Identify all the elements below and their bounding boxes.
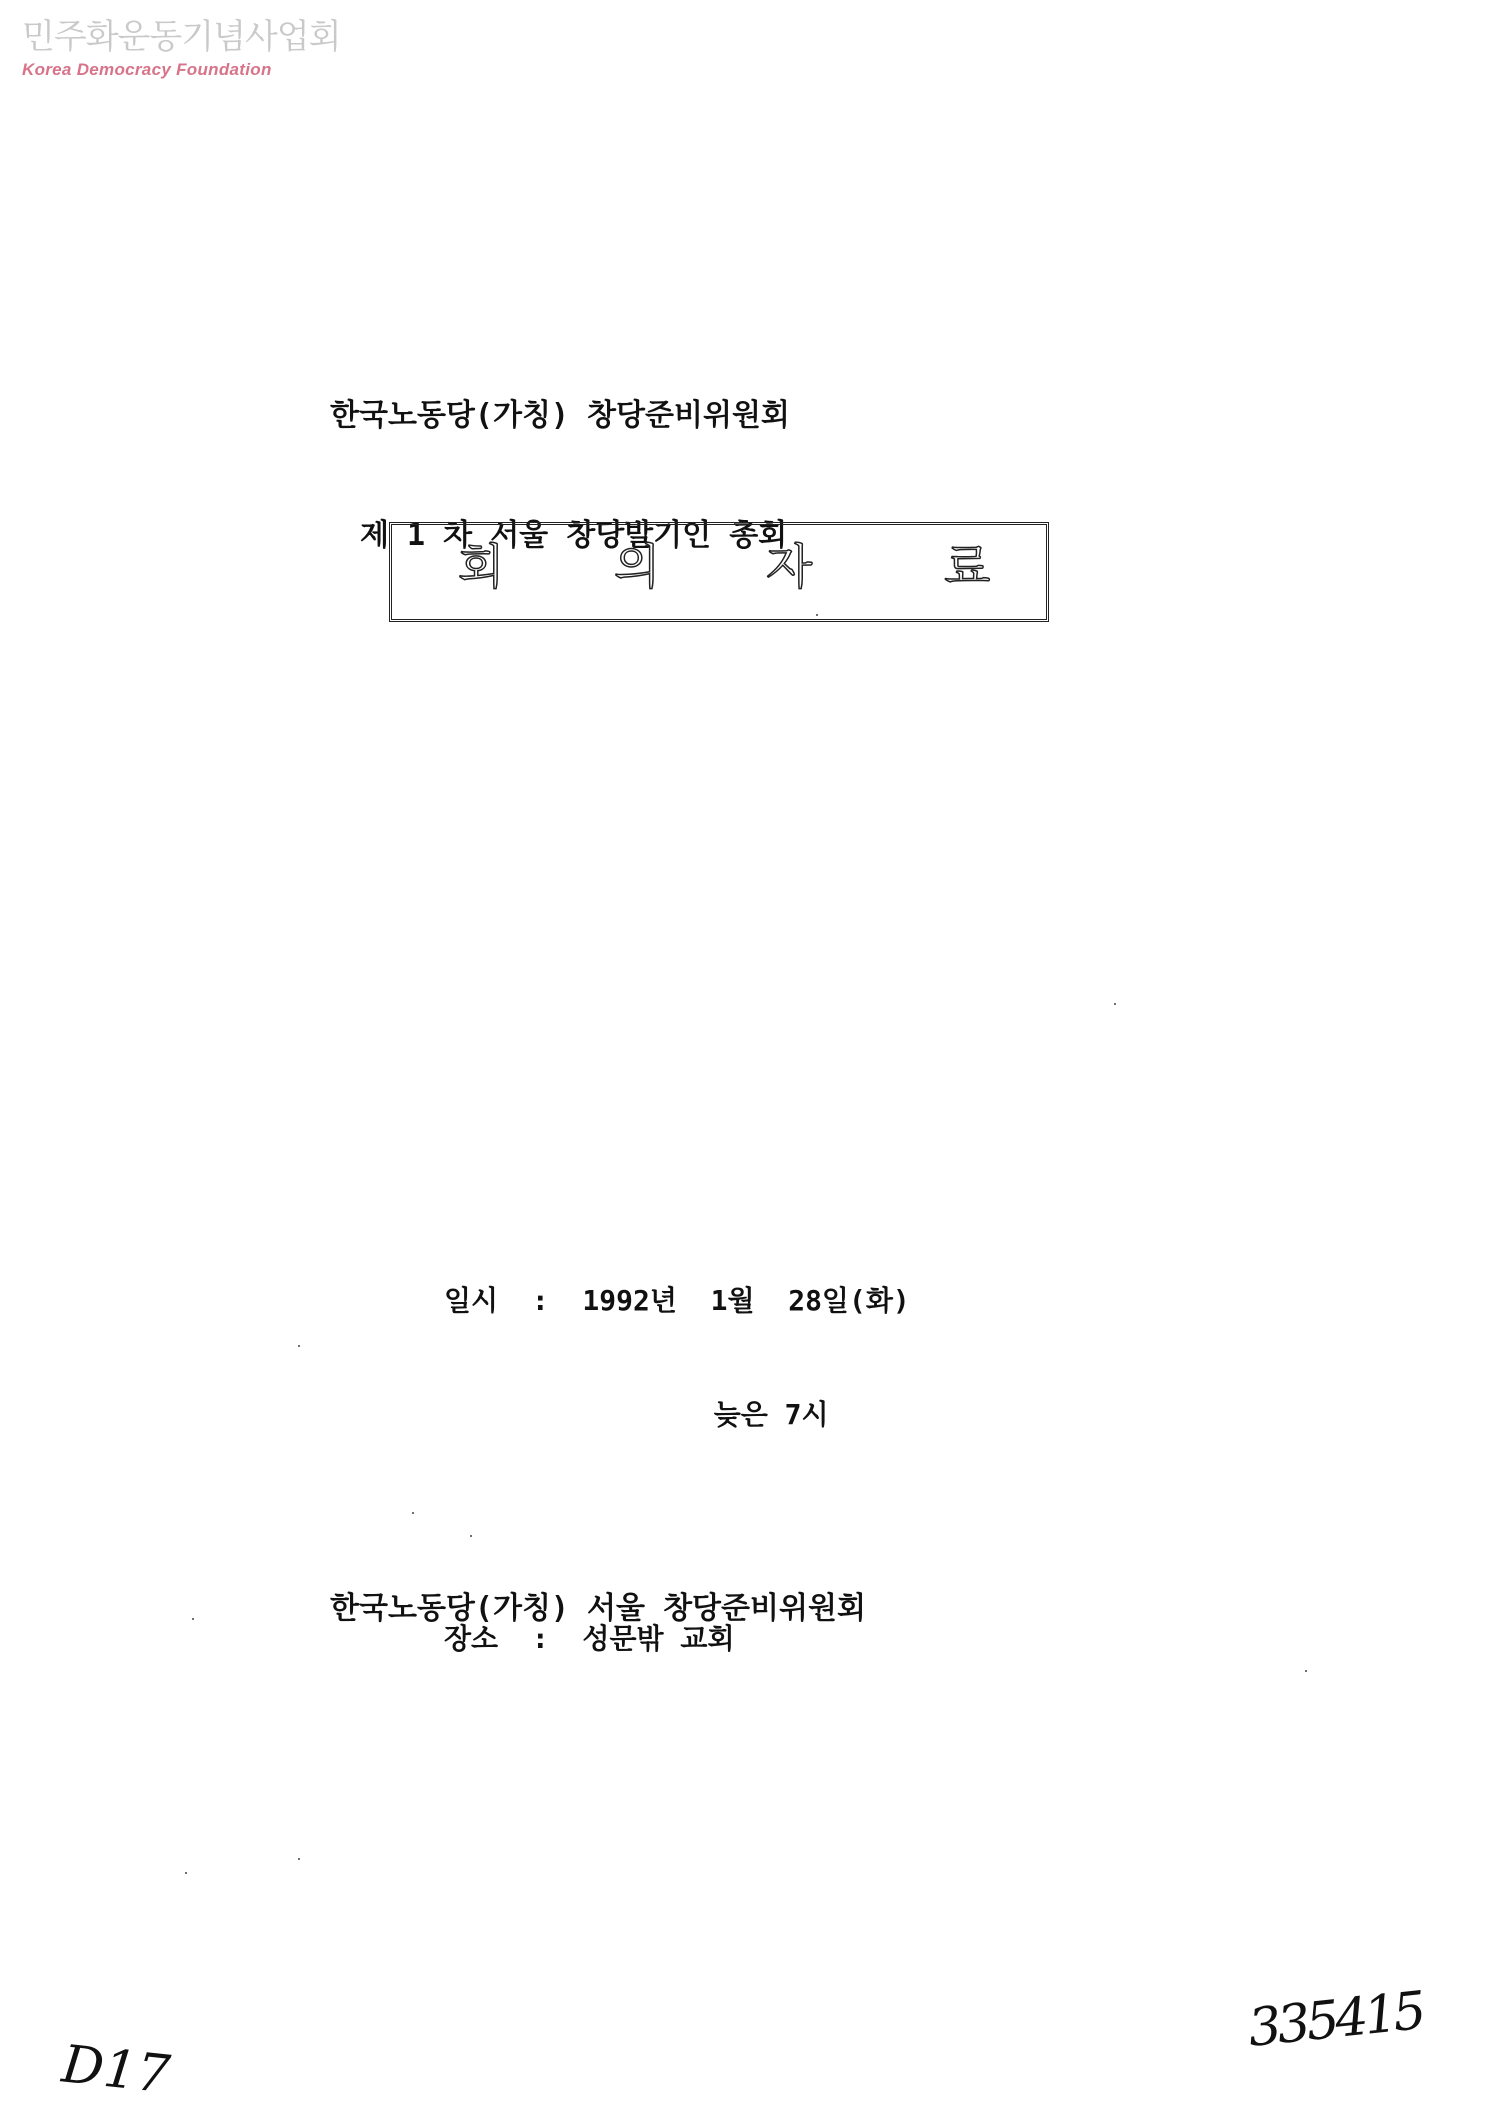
handwritten-number-right: 335415 bbox=[1245, 1981, 1426, 2059]
place-label: 장소 bbox=[444, 1622, 499, 1655]
watermark-korean-text: 민주화운동기념사업회 bbox=[22, 17, 341, 57]
place-value: 성문밖 교회 bbox=[582, 1622, 735, 1655]
time-row bbox=[444, 1396, 910, 1434]
title-line-1: 한국노동당(가칭) 창당준비위원회 bbox=[330, 398, 790, 433]
date-row bbox=[444, 1282, 910, 1320]
doc-type-char-4: 료 bbox=[944, 539, 991, 595]
time-value: 늦은 7시 bbox=[713, 1398, 829, 1431]
title-line-2: 제 1 차 서울 창당발기인 총회 bbox=[360, 518, 788, 553]
scan-speck bbox=[298, 1858, 300, 1860]
scan-speck bbox=[470, 1535, 472, 1537]
footer-organization: 한국노동당(가칭) 서울 창당준비위원회 bbox=[330, 1591, 866, 1626]
scan-speck bbox=[1114, 1003, 1116, 1005]
document-type-box bbox=[389, 522, 1049, 622]
scan-speck bbox=[185, 1872, 187, 1874]
scan-speck bbox=[298, 1345, 300, 1347]
watermark-english-text: Korea Democracy Foundation bbox=[22, 60, 272, 79]
handwritten-code-left: D17 bbox=[59, 2034, 173, 2106]
date-separator: : bbox=[531, 1284, 549, 1317]
scan-speck bbox=[412, 1512, 414, 1514]
date-label: 일시 bbox=[444, 1284, 499, 1317]
doc-type-char-2: 의 bbox=[614, 539, 661, 595]
scan-speck bbox=[192, 1618, 194, 1620]
foundation-watermark bbox=[22, 17, 341, 80]
date-value: 1992년 1월 28일(화) bbox=[582, 1284, 910, 1317]
place-separator: : bbox=[531, 1622, 549, 1655]
scan-speck bbox=[816, 614, 818, 616]
doc-type-char-1: 회 bbox=[458, 539, 505, 595]
scan-speck bbox=[1305, 1670, 1307, 1672]
doc-type-char-3: 자 bbox=[766, 539, 813, 595]
